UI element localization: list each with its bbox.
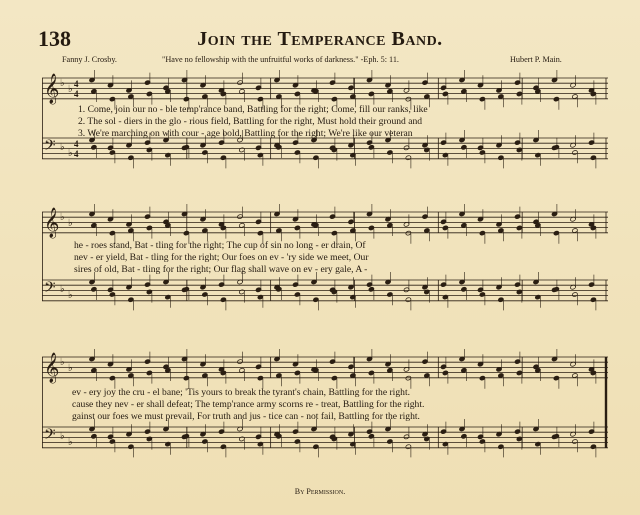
note-head	[405, 155, 411, 160]
note-head	[368, 145, 374, 150]
flat-sign-icon: ♭	[60, 431, 65, 442]
note-head	[294, 370, 300, 375]
note-head	[276, 94, 282, 99]
treble-clef-icon: 𝄞	[44, 208, 60, 238]
note-head	[461, 145, 467, 150]
time-signature: 4	[74, 139, 79, 149]
lyric-line: he - roes stand, Bat - tling for the right; The cup of sin no long - er drain, Of	[74, 240, 366, 251]
note-head	[498, 297, 504, 302]
time-signature: 4	[74, 149, 79, 159]
note-head	[202, 150, 208, 155]
flat-sign-icon: ♭	[68, 218, 73, 229]
note-head	[368, 370, 374, 375]
note-head	[498, 155, 504, 160]
note-head	[442, 370, 448, 375]
note-head	[257, 375, 263, 380]
note-head	[368, 287, 374, 292]
flat-sign-icon: ♭	[60, 284, 65, 295]
bass-clef-icon: 𝄢	[44, 137, 56, 158]
treble-clef-icon: 𝄞	[44, 74, 60, 104]
note-head	[553, 375, 559, 380]
flat-sign-icon: ♭	[68, 363, 73, 374]
note-head	[331, 375, 337, 380]
hymn-title: Join the Temperance Band.	[197, 28, 443, 50]
note-head	[424, 228, 430, 233]
lyric-line: 2. The sol - diers in the glo - rious field, Battling for the right, Must hold their ground and	[78, 116, 423, 127]
composer-credit: Hubert P. Main.	[510, 55, 562, 64]
note-head	[498, 94, 504, 99]
note-head	[109, 439, 115, 444]
note-head	[498, 444, 504, 449]
page-number: 138	[38, 26, 71, 51]
note-head	[183, 96, 189, 101]
note-head	[294, 150, 300, 155]
bass-clef-icon: 𝄢	[44, 279, 56, 300]
note-head	[461, 89, 467, 94]
note-head	[387, 292, 393, 297]
note-head	[387, 150, 393, 155]
lyric-line: nev - er yield, Bat - tling for the right; Our foes on ev - 'ry side we meet, Our	[74, 252, 369, 263]
note-head	[424, 373, 430, 378]
note-head	[442, 91, 448, 96]
note-head	[350, 94, 356, 99]
note-head	[461, 368, 467, 373]
note-head	[109, 375, 115, 380]
note-head	[91, 287, 97, 292]
note-head	[294, 91, 300, 96]
note-head	[387, 89, 393, 94]
flat-sign-icon: ♭	[60, 78, 65, 89]
note-head	[91, 89, 97, 94]
note-head	[331, 96, 337, 101]
permission-note: By Permission.	[294, 487, 346, 496]
music-system-2	[42, 200, 608, 320]
note-head	[498, 373, 504, 378]
note-head	[183, 145, 189, 150]
music-system-3	[42, 345, 608, 470]
note-head	[239, 223, 245, 228]
note-head	[128, 297, 134, 302]
lyric-line: sires of old, Bat - tling for the right; Our flag shall wave on ev - ery gale, A -	[74, 264, 368, 275]
treble-clef-icon: 𝄞	[44, 353, 60, 383]
note-head	[313, 297, 319, 302]
note-head	[91, 434, 97, 439]
note-head	[183, 375, 189, 380]
note-head	[368, 91, 374, 96]
note-head	[479, 375, 485, 380]
music-system-1	[42, 70, 608, 182]
note-head	[220, 444, 226, 449]
note-head	[590, 444, 596, 449]
note-head	[220, 155, 226, 160]
note-head	[109, 292, 115, 297]
note-head	[202, 292, 208, 297]
note-head	[368, 434, 374, 439]
note-head	[572, 373, 578, 378]
note-head	[220, 297, 226, 302]
note-head	[331, 230, 337, 235]
note-head	[516, 370, 522, 375]
note-head	[257, 96, 263, 101]
flat-sign-icon: ♭	[68, 290, 73, 301]
note-head	[128, 373, 134, 378]
flat-sign-icon: ♭	[68, 148, 73, 159]
note-head	[479, 96, 485, 101]
time-signature: 4	[74, 79, 79, 89]
note-head	[572, 94, 578, 99]
note-head	[553, 145, 559, 150]
note-head	[590, 155, 596, 160]
time-signature: 4	[74, 89, 79, 99]
note-head	[239, 368, 245, 373]
note-head	[479, 439, 485, 444]
note-head	[294, 292, 300, 297]
flat-sign-icon: ♭	[60, 142, 65, 153]
flat-sign-icon: ♭	[68, 437, 73, 448]
note-head	[202, 228, 208, 233]
note-head	[202, 373, 208, 378]
lyric-line: 1. Come, join our no - ble temp'rance band, Battling for the right; Come, fill our ranks, like	[78, 104, 428, 115]
note-head	[479, 150, 485, 155]
note-head	[257, 230, 263, 235]
note-head	[424, 94, 430, 99]
note-head	[387, 368, 393, 373]
note-head	[276, 228, 282, 233]
note-head	[553, 96, 559, 101]
note-head	[146, 370, 152, 375]
flat-sign-icon: ♭	[60, 357, 65, 368]
note-head	[516, 91, 522, 96]
note-head	[202, 94, 208, 99]
note-head	[572, 228, 578, 233]
lyric-line: ev - ery joy the cru - el bane; 'Tis yours to break the tyrant's chain, Battling for the right.	[72, 387, 411, 398]
note-head	[91, 145, 97, 150]
note-head	[405, 297, 411, 302]
note-head	[109, 150, 115, 155]
note-head	[553, 434, 559, 439]
note-head	[479, 292, 485, 297]
note-head	[461, 223, 467, 228]
note-head	[350, 228, 356, 233]
note-head	[109, 230, 115, 235]
note-head	[572, 292, 578, 297]
lyric-line: gainst our foes we must prevail, For truth and jus - tice can - not fail, Battling for the right.	[72, 411, 420, 422]
bass-clef-icon: 𝄢	[44, 426, 56, 447]
lyric-line: 3. We're marching on with cour - age bold, Battling for the right; We're like our veteran	[78, 128, 413, 139]
note-head	[461, 434, 467, 439]
note-head	[442, 225, 448, 230]
note-head	[516, 225, 522, 230]
note-head	[183, 230, 189, 235]
note-head	[183, 287, 189, 292]
author-credit: Fanny J. Crosby.	[62, 55, 117, 64]
note-head	[572, 439, 578, 444]
note-head	[91, 368, 97, 373]
note-head	[368, 225, 374, 230]
note-head	[479, 230, 485, 235]
scripture-epigraph: "Have no fellowship with the unfruitful works of darkness." -Eph. 5: 11.	[162, 55, 399, 64]
note-head	[405, 444, 411, 449]
note-head	[202, 439, 208, 444]
note-head	[128, 228, 134, 233]
flat-sign-icon: ♭	[60, 212, 65, 223]
note-head	[572, 150, 578, 155]
note-head	[128, 155, 134, 160]
note-head	[498, 228, 504, 233]
note-head	[128, 94, 134, 99]
note-head	[350, 373, 356, 378]
lyric-line: cause they nev - er shall defeat; The temp'rance army scorns re - treat, Battling for the right.	[72, 399, 425, 410]
note-head	[387, 439, 393, 444]
note-head	[590, 297, 596, 302]
note-head	[276, 373, 282, 378]
note-head	[387, 223, 393, 228]
note-head	[313, 444, 319, 449]
note-head	[553, 230, 559, 235]
note-head	[294, 439, 300, 444]
note-head	[553, 287, 559, 292]
note-head	[294, 225, 300, 230]
note-head	[146, 91, 152, 96]
note-head	[239, 89, 245, 94]
note-head	[91, 223, 97, 228]
note-head	[128, 444, 134, 449]
note-head	[109, 96, 115, 101]
note-head	[313, 155, 319, 160]
note-head	[146, 225, 152, 230]
flat-sign-icon: ♭	[68, 84, 73, 95]
note-head	[183, 434, 189, 439]
note-head	[461, 287, 467, 292]
